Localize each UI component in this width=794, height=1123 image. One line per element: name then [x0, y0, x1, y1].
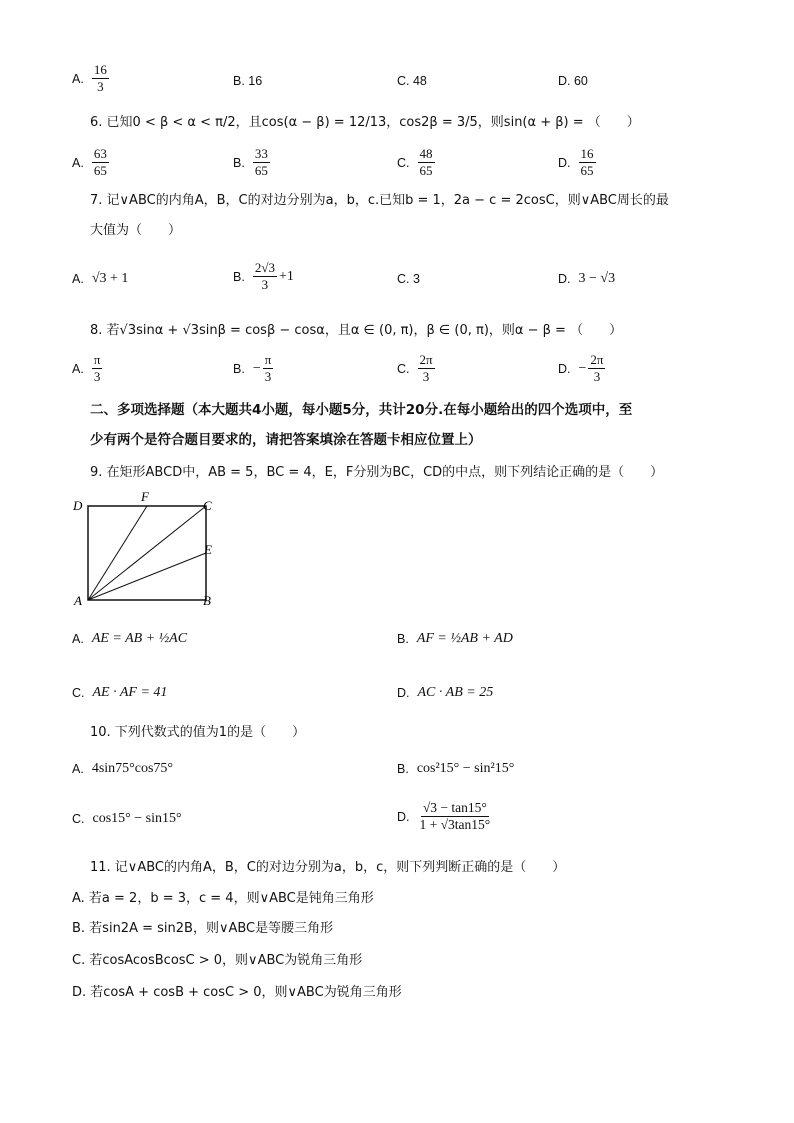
fraction: $\frac{2\pi}{3}$	[590, 352, 604, 384]
label-a: A	[74, 593, 82, 608]
q8-option-d: D. − $\frac{2\pi}{3}$	[558, 352, 604, 384]
q6-option-b: B. $\frac{33}{65}$	[233, 146, 268, 178]
q7-option-a: A. √3 + 1	[72, 271, 129, 286]
fraction: $\frac{√3 - \tan 15^\circ}{1 + √3\tan 15^\circ}$	[419, 800, 491, 832]
q10-option-b: B. cos²15° − sin²15°	[397, 761, 515, 776]
q7-options	[0, 260, 794, 290]
q5-options	[0, 62, 794, 92]
fraction: $\frac{\pi}{3}$	[264, 352, 272, 384]
q9-option-c: C. AE · AF = 41	[72, 685, 168, 700]
q8-option-c: C. $\frac{2\pi}{3}$	[397, 352, 433, 384]
fraction: $\frac{2√3}{3}$	[254, 260, 275, 292]
q6-stem: 6. 已知0 < β < α < π/2，且cos(α − β) = 12/13，cos2β = 3/5，则sin(α + β) = （ ）	[90, 115, 640, 130]
q6-option-c: C. $\frac{48}{65}$	[397, 146, 433, 178]
q7-stem-line1: 7. 记∨ABC的内角A，B，C的对边分别为a，b，c.已知b = 1，2a − c = 2cosC，则∨ABC周长的最	[90, 193, 669, 208]
q6-option-a: A. $\frac{63}{65}$	[72, 146, 107, 178]
fraction: $\frac{16}{65}$	[580, 146, 594, 178]
q8-stem: 8. 若√3sinα + √3sinβ = cosβ − cosα，且α ∈ (0, π)，β ∈ (0, π)，则α − β = （ ）	[90, 323, 623, 338]
q10-options-cd	[0, 800, 794, 830]
q5-option-a	[72, 62, 109, 95]
segment-ac	[88, 506, 206, 600]
q5-option-d: D. 60	[558, 74, 588, 88]
q7-option-b: B. $\frac{2√3}{3}$ +1	[233, 260, 294, 292]
q7-option-c: C. 3	[397, 272, 420, 286]
fraction: $\frac{33}{65}$	[254, 146, 268, 178]
q9-stem: 9. 在矩形ABCD中，AB = 5，BC = 4，E，F分别为BC，CD的中点，则下列结论正确的是（ ）	[90, 465, 664, 480]
q7-stem-line2: 大值为（ ）	[90, 223, 182, 238]
fraction: $\frac{\pi}{3}$	[93, 352, 101, 384]
q10-stem: 10. 下列代数式的值为1的是（ ）	[90, 725, 306, 740]
q9-option-b: B. AF = ½AB + AD	[397, 631, 513, 646]
q6-option-d: D. $\frac{16}{65}$	[558, 146, 594, 178]
q9-options-cd	[0, 684, 794, 714]
q9-option-a: A. AE = AB + ½AC	[72, 631, 188, 646]
q11-option-c: C. 若cosAcosBcosC > 0，则∨ABC为锐角三角形	[72, 953, 363, 968]
q10-option-d: D. $\frac{√3 - \tan 15^\circ}{1 + √3\tan 15^\circ}$	[397, 800, 491, 832]
q5-option-c: C. 48	[397, 74, 427, 88]
q8-option-a: A. $\frac{\pi}{3}$	[72, 352, 101, 384]
q8-option-b: B. − $\frac{\pi}{3}$	[233, 352, 272, 384]
fraction: $\frac{63}{65}$	[93, 146, 107, 178]
q6-options	[0, 146, 794, 176]
rectangle-figure	[70, 488, 230, 610]
q9-option-d: D. AC · AB = 25	[397, 685, 494, 700]
fraction: $\frac{16}{3}$	[93, 62, 107, 94]
q10-options-ab	[0, 760, 794, 790]
section-heading-line2: 少有两个是符合题目要求的，请把答案填涂在答题卡相应位置上）	[90, 432, 482, 448]
label-f: F	[141, 489, 149, 504]
fraction: $\frac{2\pi}{3}$	[419, 352, 433, 384]
q7-option-d: D. 3 − √3	[558, 271, 616, 286]
segment-ae	[88, 553, 206, 600]
q9-options-ab	[0, 630, 794, 660]
q5-option-b: B. 16	[233, 74, 263, 88]
fraction: $\frac{48}{65}$	[419, 146, 433, 178]
label-b: B	[203, 593, 211, 608]
q8-options	[0, 352, 794, 382]
q11-option-b: B. 若sin2A = sin2B，则∨ABC是等腰三角形	[72, 921, 334, 936]
option-label: A.	[72, 71, 84, 86]
q10-option-c: C. cos15° − sin15°	[72, 811, 182, 826]
q11-stem: 11. 记∨ABC的内角A，B，C的对边分别为a，b，c，则下列判断正确的是（ ）	[90, 860, 566, 875]
section-heading-line1: 二、多项选择题（本大题共4小题，每小题5分，共计20分.在每小题给出的四个选项中，至	[90, 402, 633, 418]
segment-af	[88, 506, 147, 600]
q11-option-a: A. 若a = 2，b = 3，c = 4，则∨ABC是钝角三角形	[72, 891, 374, 906]
label-e: E	[204, 542, 212, 557]
q11-option-d: D. 若cosA + cosB + cosC > 0，则∨ABC为锐角三角形	[72, 985, 402, 1000]
q10-option-a: A. 4sin75°cos75°	[72, 761, 174, 776]
label-d: D	[73, 498, 83, 513]
label-c: C	[203, 498, 212, 513]
